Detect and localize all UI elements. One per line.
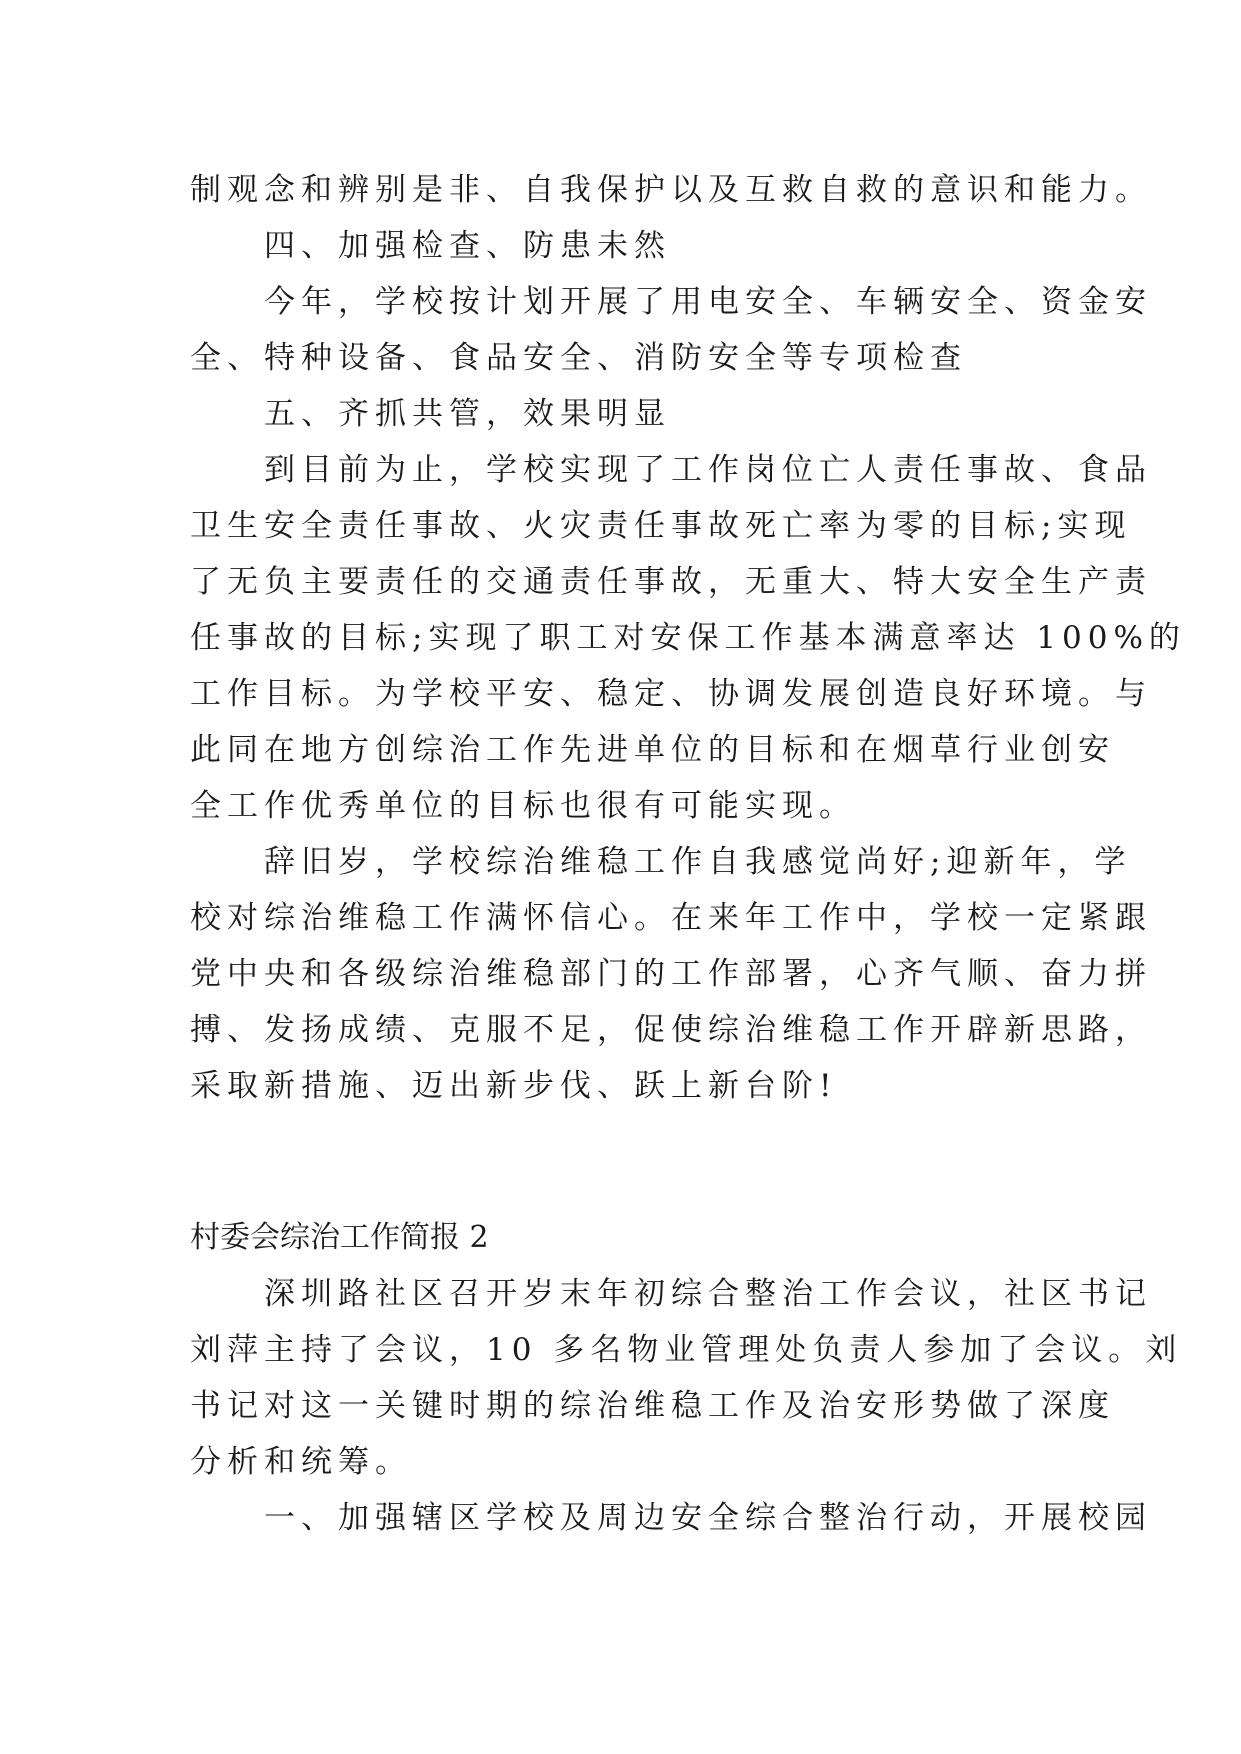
text-line: 采取新措施、迈出新步伐、跃上新台阶!	[190, 1068, 838, 1104]
text-line: 刘萍主持了会议，10 多名物业管理处负责人参加了会议。刘	[190, 1332, 1183, 1368]
text-line: 此同在地方创综治工作先进单位的目标和在烟草行业创安	[190, 732, 1115, 768]
text-line: 卫生安全责任事故、火灾责任事故死亡率为零的目标;实现	[190, 508, 1132, 544]
text-line: 校对综治维稳工作满怀信心。在来年工作中，学校一定紧跟	[190, 900, 1152, 936]
text-line: 搏、发扬成绩、克服不足，促使综治维稳工作开辟新思路，	[190, 1012, 1152, 1048]
text-line: 一、加强辖区学校及周边安全综合整治行动，开展校园	[190, 1500, 1152, 1536]
text-line: 制观念和辨别是非、自我保护以及互救自救的意识和能力。	[190, 172, 1152, 208]
text-line: 党中央和各级综治维稳部门的工作部署，心齐气顺、奋力拼	[190, 956, 1152, 992]
text-line: 分析和统筹。	[190, 1444, 412, 1480]
text-line: 今年，学校按计划开展了用电安全、车辆安全、资金安	[190, 284, 1152, 320]
text-line: 书记对这一关键时期的综治维稳工作及治安形势做了深度	[190, 1388, 1115, 1424]
heading-line: 五、齐抓共管，效果明显	[190, 396, 671, 432]
text-line: 全、特种设备、食品安全、消防安全等专项检查	[190, 340, 967, 376]
text-line: 任事故的目标;实现了职工对安保工作基本满意率达 100%的	[190, 620, 1186, 656]
text-line: 了无负主要责任的交通责任事故，无重大、特大安全生产责	[190, 564, 1152, 600]
section-title: 村委会综治工作简报 2	[190, 1220, 489, 1255]
text-line: 深圳路社区召开岁末年初综合整治工作会议，社区书记	[190, 1276, 1152, 1312]
text-line: 辞旧岁，学校综治维稳工作自我感觉尚好;迎新年，学	[190, 844, 1132, 880]
text-line: 到目前为止，学校实现了工作岗位亡人责任事故、食品	[190, 452, 1152, 488]
text-line: 工作目标。为学校平安、稳定、协调发展创造良好环境。与	[190, 676, 1152, 712]
heading-line: 四、加强检查、防患未然	[190, 228, 671, 264]
text-line: 全工作优秀单位的目标也很有可能实现。	[190, 788, 856, 824]
